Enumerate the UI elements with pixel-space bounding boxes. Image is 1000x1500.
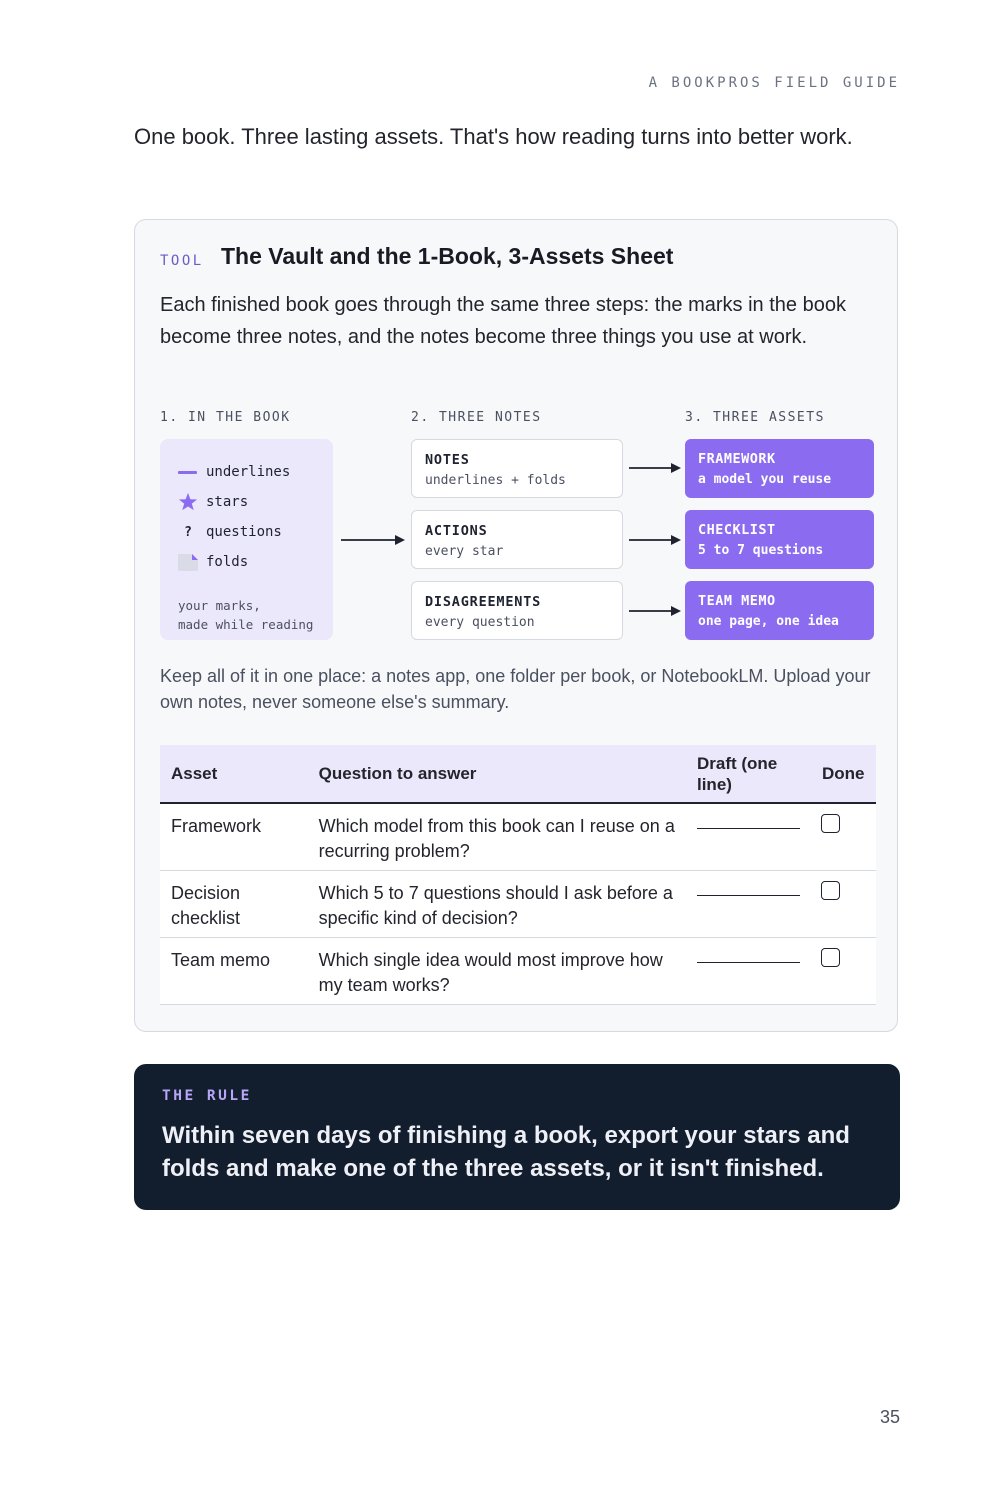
- table-header-row: [160, 745, 876, 803]
- cell-asset: Framework: [160, 803, 308, 871]
- done-checkbox[interactable]: [821, 814, 840, 833]
- rule-card: [134, 1064, 900, 1210]
- tool-title: The Vault and the 1-Book, 3-Assets Sheet: [221, 243, 674, 269]
- table-row: [160, 938, 876, 1005]
- tool-tag: TOOL: [160, 253, 204, 269]
- rule-label: THE RULE: [162, 1088, 252, 1104]
- storage-note: Keep all of it in one place: a notes app, one folder per book, or NotebookLM. Upload your own notes, never someone else's summary.: [160, 666, 871, 712]
- asset-title: CHECKLIST: [698, 522, 776, 538]
- note-subtitle: underlines + folds: [425, 473, 566, 488]
- draft-line[interactable]: [697, 895, 800, 896]
- cell-asset: Team memo: [160, 938, 308, 1005]
- cell-asset: Decision checklist: [160, 871, 308, 938]
- asset-box-checklist: [685, 510, 874, 569]
- tool-card: [134, 219, 898, 1032]
- note-box-actions: [411, 510, 623, 569]
- cell-draft[interactable]: [686, 803, 811, 871]
- note-title: DISAGREEMENTS: [425, 594, 542, 610]
- asset-box-team-memo: [685, 581, 874, 640]
- header-draft: Draft (one line): [686, 745, 811, 803]
- note-subtitle: every star: [425, 544, 504, 559]
- asset-title: FRAMEWORK: [698, 451, 776, 467]
- question-mark-icon: ?: [184, 524, 192, 540]
- asset-title: TEAM MEMO: [698, 593, 776, 609]
- asset-subtitle: one page, one idea: [698, 614, 839, 629]
- marks-caption-line: made while reading: [178, 617, 314, 632]
- draft-line[interactable]: [697, 828, 800, 829]
- mark-label: underlines: [206, 464, 291, 480]
- note-box-notes: [411, 439, 623, 498]
- column-label-in-the-book: 1. IN THE BOOK: [160, 410, 291, 425]
- cell-draft[interactable]: [686, 871, 811, 938]
- column-label-three-assets: 3. THREE ASSETS: [685, 410, 825, 425]
- note-box-disagreements: [411, 581, 623, 640]
- rule-text: Within seven days of finishing a book, export your stars and folds and make one of the three assets, or it isn't finished.: [162, 1122, 850, 1182]
- mark-label: stars: [206, 494, 249, 510]
- note-subtitle: every question: [425, 615, 535, 630]
- mark-label: questions: [206, 524, 282, 540]
- table-row: [160, 803, 876, 871]
- lead-paragraph: One book. Three lasting assets. That's how reading turns into better work.: [134, 124, 853, 149]
- cell-draft[interactable]: [686, 938, 811, 1005]
- cell-done[interactable]: [811, 871, 876, 938]
- cell-done[interactable]: [811, 938, 876, 1005]
- asset-box-framework: [685, 439, 874, 498]
- table-row: [160, 871, 876, 938]
- done-checkbox[interactable]: [821, 881, 840, 900]
- tool-description: Each finished book goes through the same three steps: the marks in the book become three notes, and the notes become three things you use at work.: [160, 294, 846, 348]
- marks-caption-line: your marks,: [178, 598, 261, 613]
- column-label-three-notes: 2. THREE NOTES: [411, 410, 542, 425]
- page-number: 35: [879, 1407, 900, 1427]
- cell-question: Which model from this book can I reuse on a recurring problem?: [308, 803, 686, 871]
- note-title: NOTES: [425, 452, 470, 468]
- mark-label: folds: [206, 554, 249, 570]
- done-checkbox[interactable]: [821, 948, 840, 967]
- header-done: Done: [811, 745, 876, 803]
- cell-question: Which single idea would most improve how my team works?: [308, 938, 686, 1005]
- asset-subtitle: 5 to 7 questions: [698, 543, 824, 558]
- assets-table: [160, 745, 876, 1005]
- cell-question: Which 5 to 7 questions should I ask before a specific kind of decision?: [308, 871, 686, 938]
- cell-done[interactable]: [811, 803, 876, 871]
- running-head: A BOOKPROS FIELD GUIDE: [648, 75, 900, 91]
- asset-subtitle: a model you reuse: [698, 472, 832, 487]
- draft-line[interactable]: [697, 962, 800, 963]
- note-title: ACTIONS: [425, 523, 488, 539]
- header-asset: Asset: [160, 745, 308, 803]
- header-question: Question to answer: [308, 745, 686, 803]
